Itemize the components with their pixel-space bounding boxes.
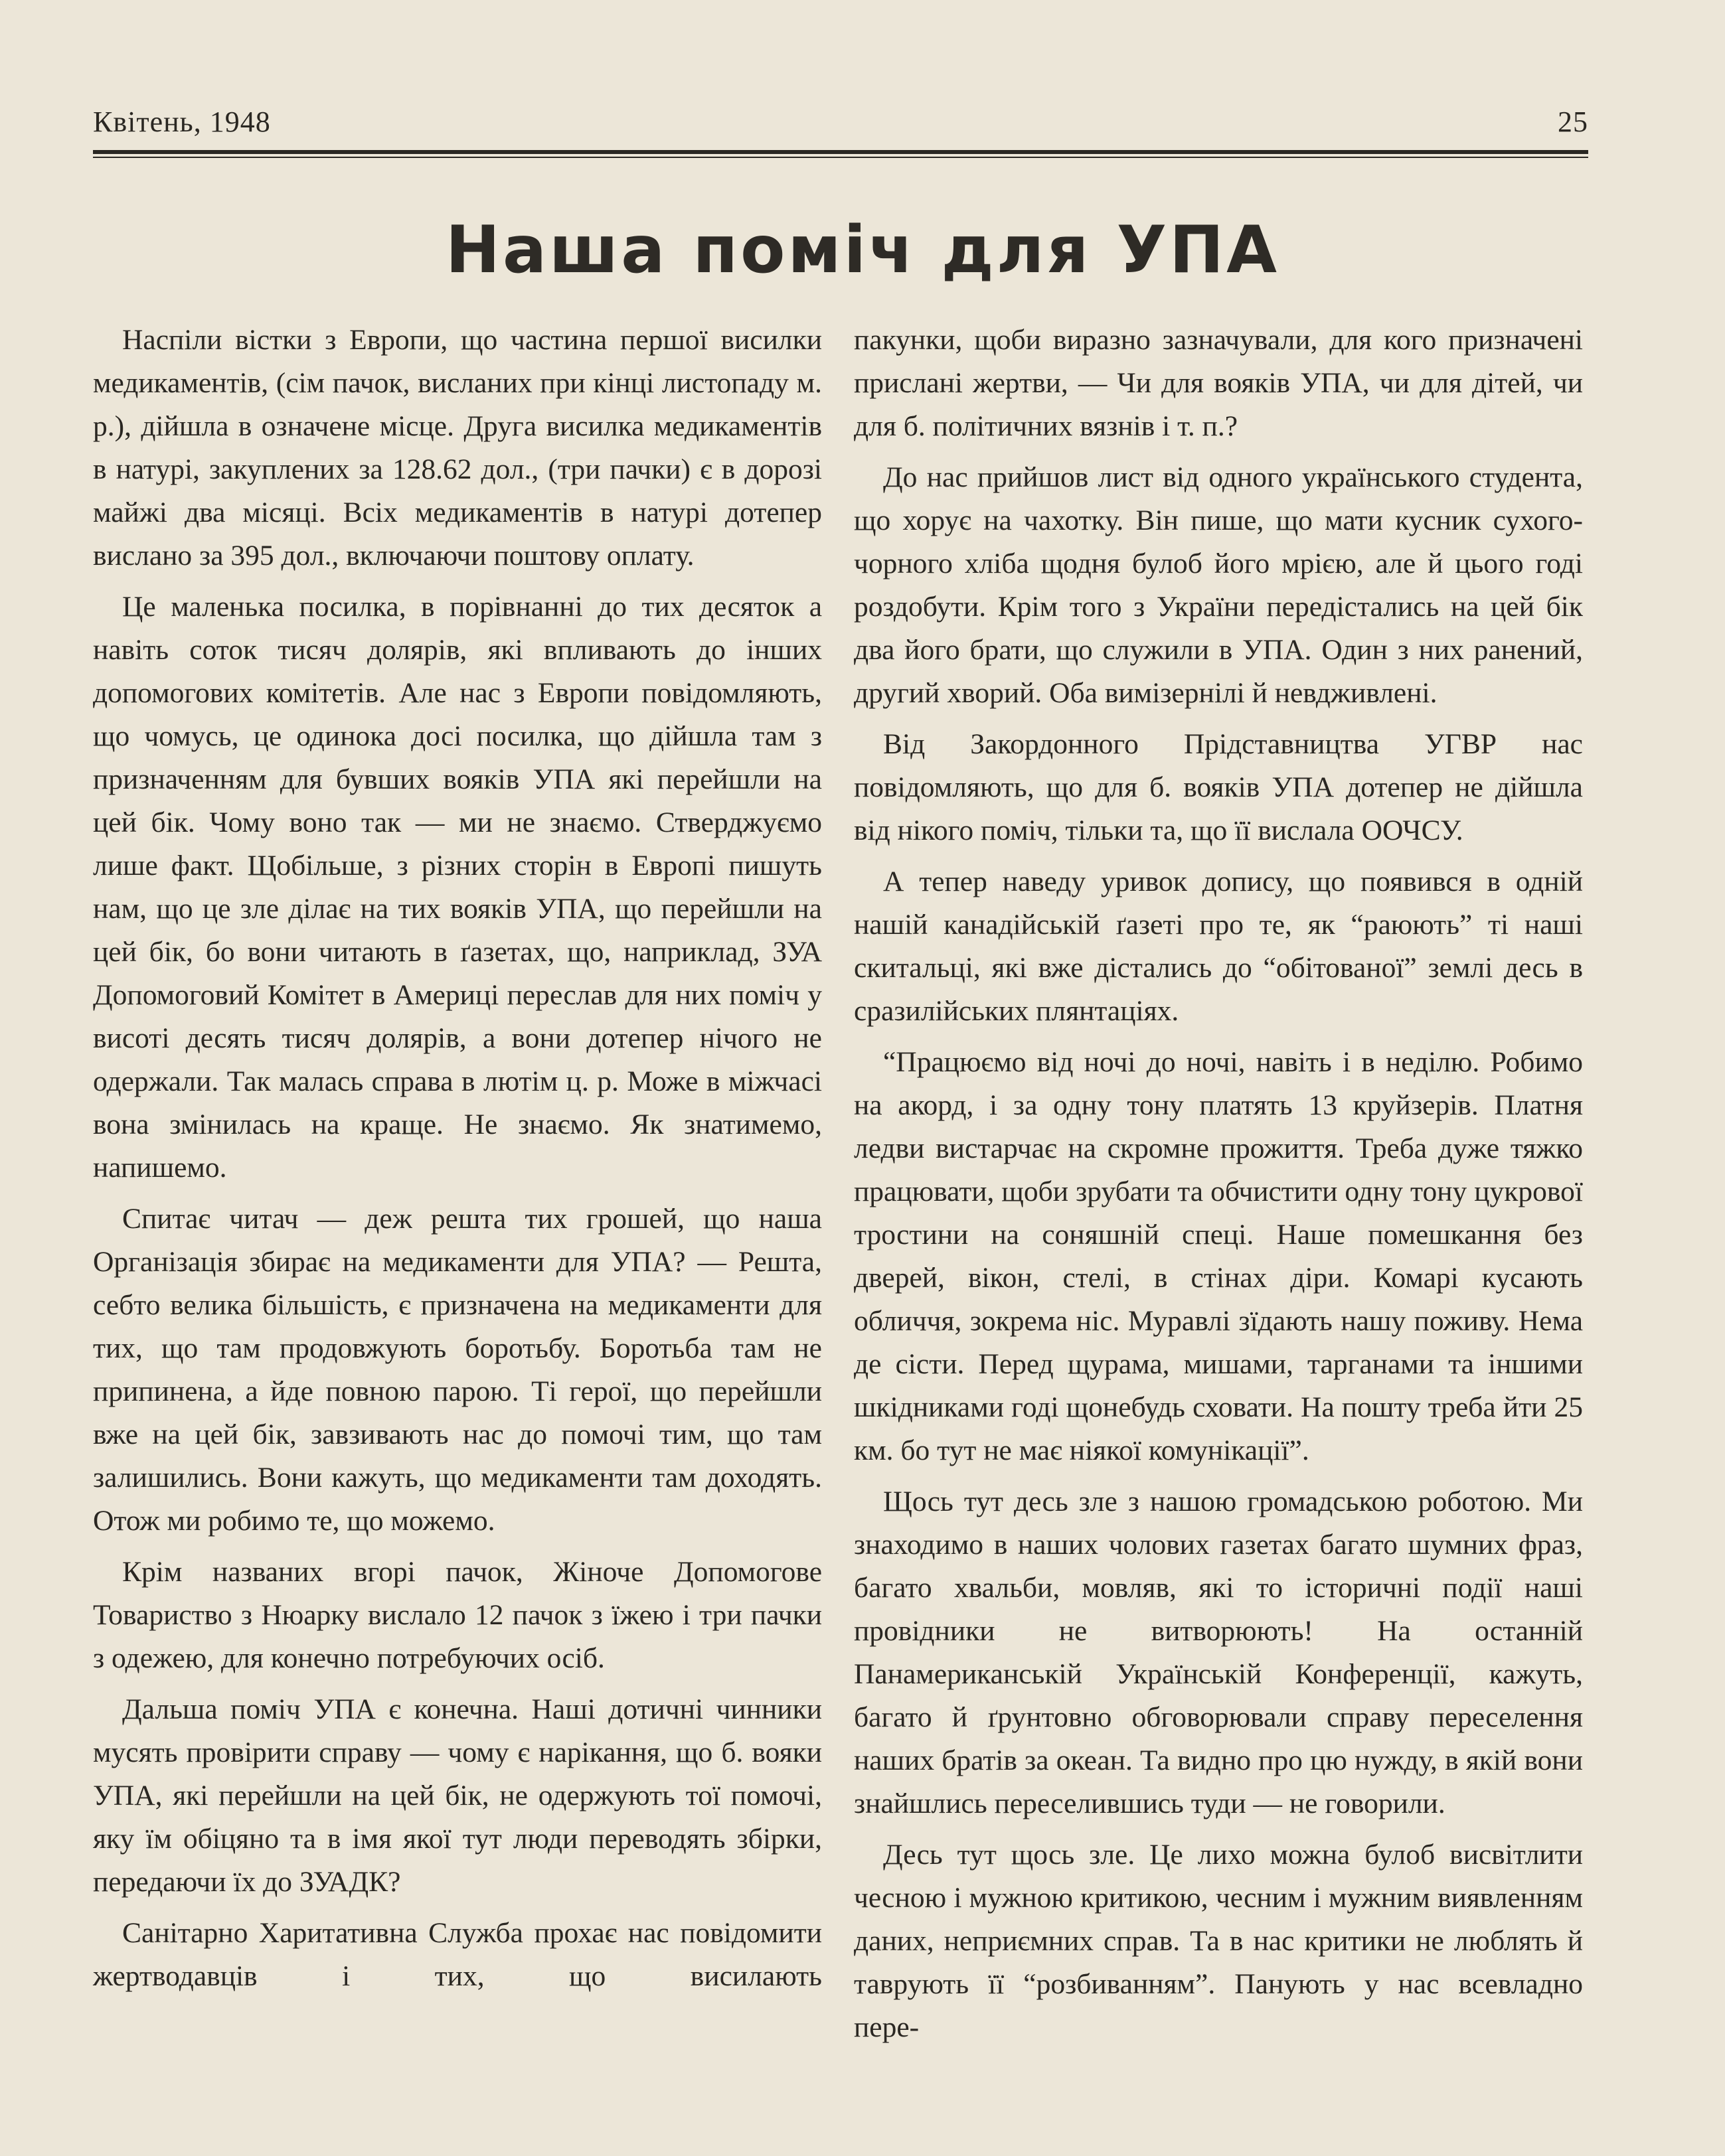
paragraph: Крім названих вгорі пачок, Жіноче Допомогове Товариство з Нюарку вислало 12 пачок з їжею і три пачки з одежею, для конечно потребуючих осіб. (93, 1556, 822, 1674)
paragraph: Санітарно Харитативна Служба прохає нас повідомити жертводавців і тих, що висилають (93, 1917, 822, 1992)
paragraph: пакунки, щоби виразно зазначували, для кого призначені прислані жертви, — Чи для вояків УПА, чи для дітей, чи для б. політичних вязнів і т. п.? (854, 324, 1583, 442)
running-head (93, 105, 1588, 145)
paragraph: А тепер наведу уривок допису, що появився в одній нашій канадійській ґазеті про те, як “раюють” ті наші скитальці, які вже дістались до “обітованої” землі десь в сразилійських плянтаціях. (854, 866, 1583, 1027)
header-rule-thin (93, 157, 1588, 158)
paragraph: Дальша поміч УПА є конечна. Наші дотичні чинники мусять провірити справу — чому є нарікання, що б. вояки УПА, які перейшли на цей бік, не одержують тої помочі, яку їм обіцяно та в імя якої тут люди переводять збірки, передаючи їх до ЗУАДК? (93, 1693, 822, 1898)
header-rule (93, 150, 1588, 154)
paragraph: До нас прийшов лист від одного українського студента, що хорує на чахотку. Він пише, що мати кусник сухого-чорного хліба щодня булоб його мрією, але й цього годі роздобути. Крім того з України передістались на цей бік два його брати, що служили в УПА. Один з них ранений, другий хворий. Оба вимізернілі й невдживлені. (854, 461, 1583, 709)
left-column (93, 319, 822, 2006)
issue-date: Квітень, 1948 (93, 106, 271, 138)
paragraph: Наспіли вістки з Европи, що частина першої висилки медикаментів, (сім пачок, висланих при кінці листопаду м. р.), дійшла в означене місце. Друга висилка медикаментів в натурі, закуплених за 128.62 дол., (три пачки) є в дорозі майжі два місяці. Всіх медикаментів в натурі дотепер вислано за 395 дол., включаючи поштову оплату. (93, 324, 822, 572)
paragraph: Десь тут щось зле. Це лихо можна булоб висвітлити чесною і мужною критикою, чесним і мужним виявленням даних, неприємних справ. Та в нас критики не люблять й таврують її “розбиванням”. Панують у нас всевладно пере- (854, 1839, 1583, 2043)
paragraph: Щось тут десь зле з нашою громадською роботою. Ми знаходимо в наших чолових газетах багато шумних фраз, багато хвальби, мовляв, які то історичні події наші провідники не витворюють! На останній Панамериканській Українській Конференції, кажуть, багато й ґрунтовно обговорювали справу переселення наших братів за океан. Та видно про цю нужду, в якій вони знайшлись переселившись туди — не говорили. (854, 1486, 1583, 1819)
right-column (854, 319, 1583, 2057)
paragraph: Це маленька посилка, в порівнанні до тих десяток а навіть соток тисяч долярів, які впливають до інших допомогових комітетів. Але нас з Европи повідомляють, що чомусь, це одинока досі посилка, що дійшла там з призначенням для бувших вояків УПА які перейшли на цей бік. Чому воно так — ми не знаємо. Стверджуємо лише факт. Щобільше, з різних сторін в Европі пишуть нам, що це зле ділає на тих вояків УПА, що перейшли на цей бік, бо вони читають в ґазетах, що, наприклад, ЗУА Допомоговий Комітет в Америці переслав для них поміч у висоті десять тисяч долярів, а вони дотепер нічого не одержали. Так малась справа в лютім ц. р. Може в міжчасі вона змінилась на краще. Не знаємо. Як знатимемо, напишемо. (93, 591, 822, 1184)
paragraph: “Працюємо від ночі до ночі, навіть і в неділю. Робимо на акорд, і за одну тону платять 13 круйзерів. Платня ледви вистарчає на скромне прожиття. Треба дуже тяжко працювати, щоби зрубати та обчистити одну тону цукрової тростини на соняшній спеці. Наше помешкання без дверей, вікон, стелі, в стінах діри. Комарі кусають обличчя, зокрема ніс. Муравлі зїдають нашу поживу. Нема де сісти. Перед щурама, мишами, тарганами та іншими шкідниками годі щонебудь сховати. На пошту треба йти 25 км. бо тут не має ніякої комунікації”. (854, 1046, 1583, 1466)
article-title: Наша поміч для УПА (446, 212, 1279, 288)
page-number: 25 (1558, 106, 1588, 138)
paragraph: Спитає читач — деж решта тих грошей, що наша Організація збирає на медикаменти для УПА? — Решта, себто велика більшість, є призначена на медикаменти для тих, що там продовжують боротьбу. Боротьба там не припинена, а йде повною парою. Ті герої, що перейшли вже на цей бік, завзивають нас до помочі тим, що там залишились. Вони кажуть, що медикаменти там доходять. Отож ми робимо те, що можемо. (93, 1203, 822, 1537)
paragraph: Від Закордонного Прідставництва УГВР нас повідомляють, що для б. вояків УПА дотепер не дійшла від нікого поміч, тільки та, що її вислала ООЧСУ. (854, 728, 1583, 846)
